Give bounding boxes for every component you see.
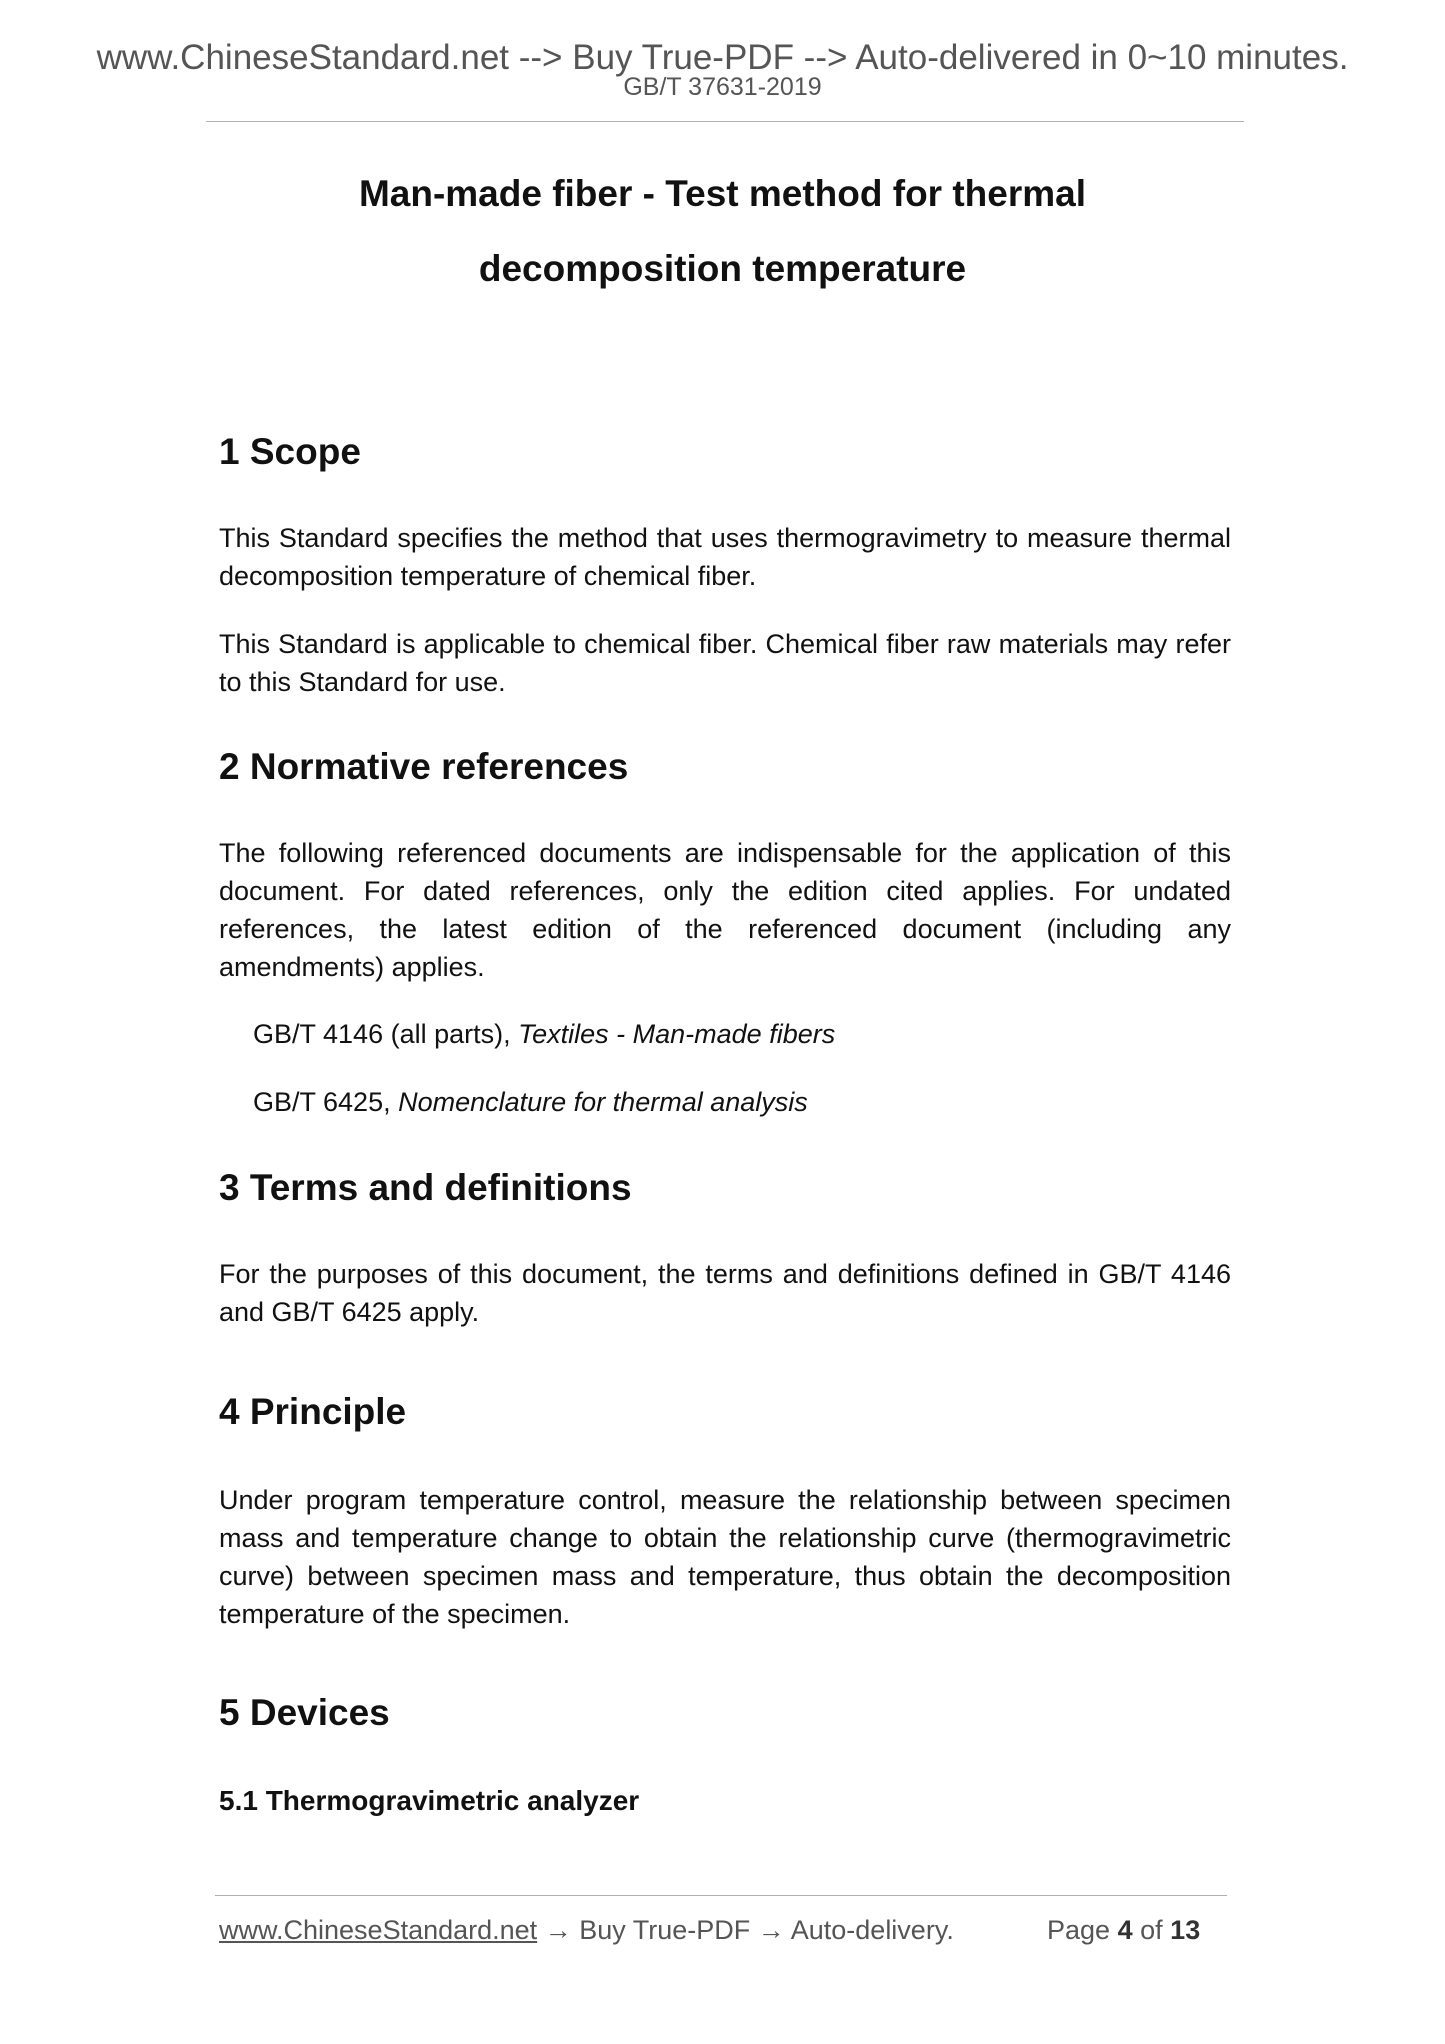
standard-code: GB/T 37631-2019 <box>623 73 822 101</box>
section-heading-principle: 4 Principle <box>219 1391 407 1432</box>
section-heading-scope: 1 Scope <box>219 431 361 472</box>
section-heading-devices: 5 Devices <box>219 1692 390 1733</box>
reference-title: Textiles - Man-made fibers <box>518 1019 836 1049</box>
page-word: Page <box>1047 1915 1111 1945</box>
header-divider <box>206 121 1244 122</box>
doc-title-line-1: Man-made fiber - Test method for thermal <box>358 173 1087 214</box>
principle-paragraph: Under program temperature control, measure the relationship between specimen mass and temperature change to obtain the relationship curve (thermogravimetric curve) between specimen mass and temperature, thus obtain the decomposition temperature of the specimen. <box>219 1485 1231 1629</box>
of-word: of <box>1140 1915 1163 1945</box>
footer-site-link[interactable]: www.ChineseStandard.net <box>219 1915 538 1945</box>
reference-item <box>253 1083 808 1121</box>
section-heading-terms: 3 Terms and definitions <box>219 1167 632 1208</box>
scope-paragraph-2: This Standard is applicable to chemical fiber. Chemical fiber raw materials may refer to this Standard for use. <box>219 629 1231 697</box>
footer-divider <box>215 1895 1227 1896</box>
header-banner: www.ChineseStandard.net --> Buy True-PDF --> Auto-delivered in 0~10 minutes. <box>96 38 1349 77</box>
terms-paragraph: For the purposes of this document, the terms and definitions defined in GB/T 4146 and GB/T 6425 apply. <box>219 1259 1231 1327</box>
scope-paragraph-1: This Standard specifies the method that uses thermogravimetry to measure thermal decomposition temperature of chemical fiber. <box>219 523 1231 591</box>
reference-title: Nomenclature for thermal analysis <box>398 1087 808 1117</box>
footer-left <box>219 1913 954 1947</box>
normative-paragraph: The following referenced documents are indispensable for the application of this document. For dated references, only the edition cited applies. For undated references, the latest edition of the referenced document (including any amendments) applies. <box>219 838 1231 982</box>
reference-item <box>253 1015 835 1053</box>
doc-title-line-2: decomposition temperature <box>478 248 967 289</box>
section-heading-normative-references: 2 Normative references <box>219 746 629 787</box>
page-total: 13 <box>1170 1915 1201 1945</box>
reference-code: GB/T 6425, <box>253 1087 399 1117</box>
reference-code: GB/T 4146 (all parts), <box>253 1019 519 1049</box>
subsection-heading-thermogravimetric-analyzer: 5.1 Thermogravimetric analyzer <box>219 1785 640 1816</box>
page-indicator <box>1047 1913 1200 1947</box>
footer-tagline: → Buy True-PDF → Auto-delivery. <box>537 1915 954 1945</box>
page-number: 4 <box>1117 1915 1133 1945</box>
